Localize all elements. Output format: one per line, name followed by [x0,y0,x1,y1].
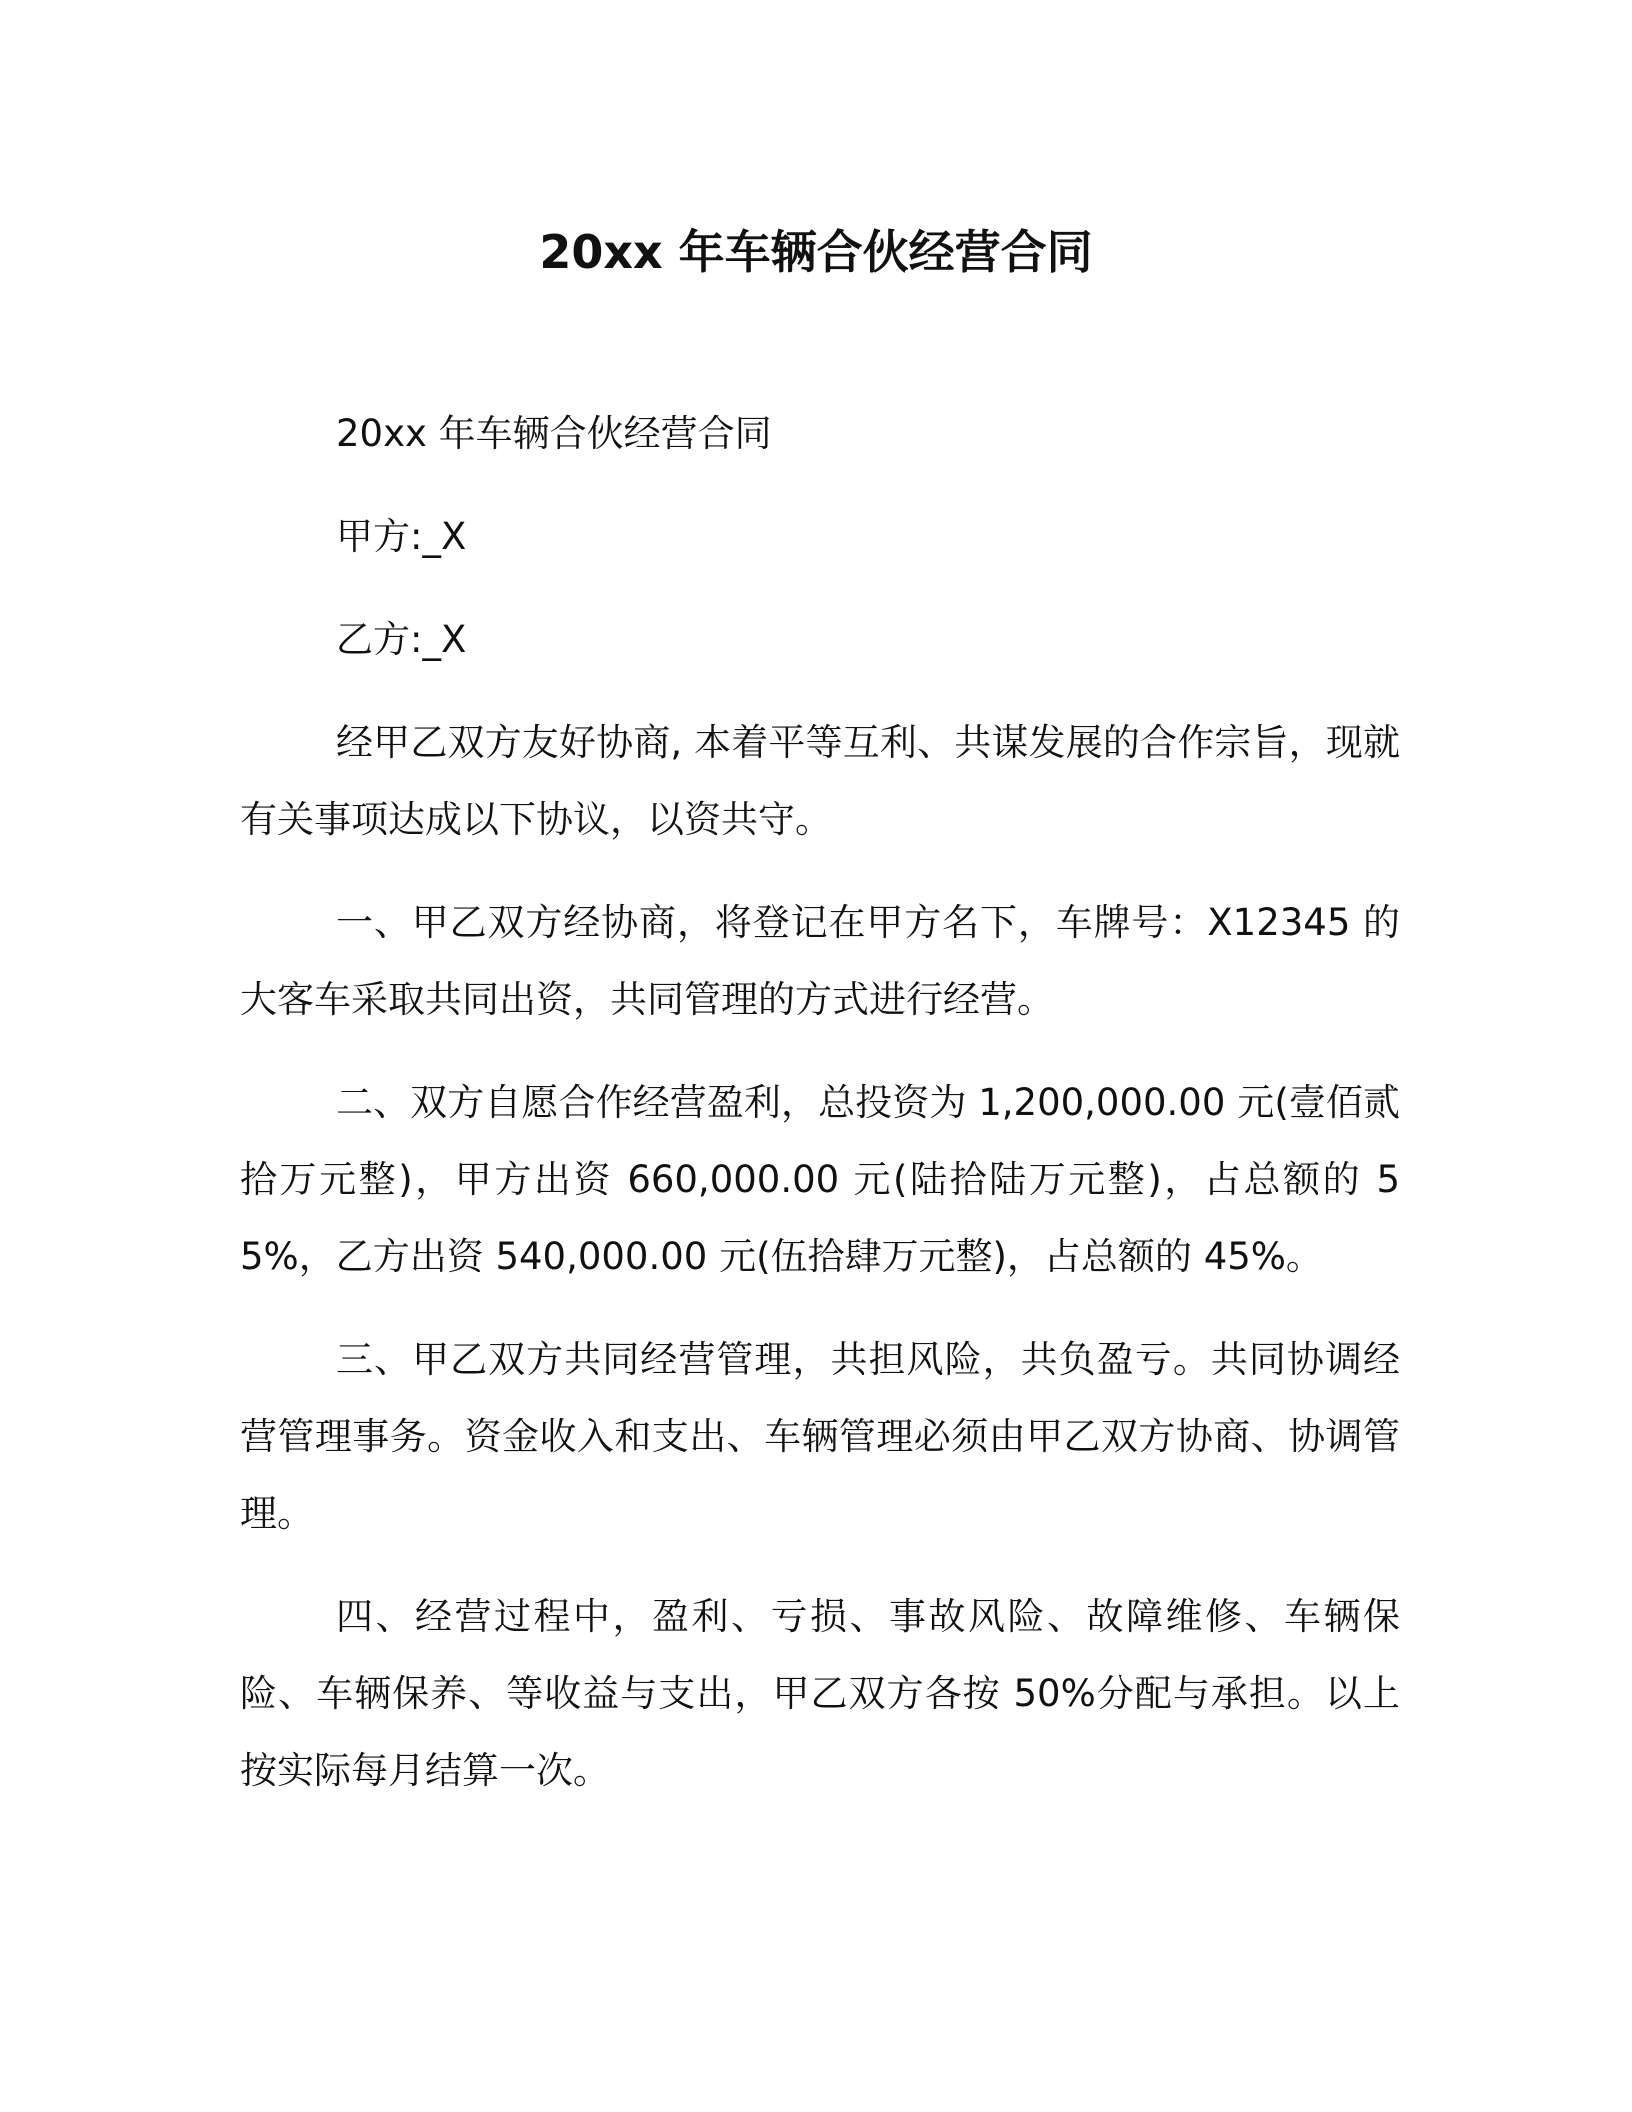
document-body [240,395,1400,1835]
preamble-paragraph: 经甲乙双方友好协商, 本着平等互利、共谋发展的合作宗旨，现就有关事项达成以下协议，以资共守。 [240,721,1400,841]
contract-subtitle: 20xx 年车辆合伙经营合同 [336,412,772,455]
clause-1-paragraph: 一、甲乙双方经协商，将登记在甲方名下，车牌号：X12345 的大客车采取共同出资，共同管理的方式进行经营。 [240,901,1400,1021]
document-title: 20xx 年车辆合伙经营合同 [539,225,1093,279]
clause-4-paragraph: 四、经营过程中，盈利、亏损、事故风险、故障维修、车辆保险、车辆保养、等收益与支出，甲乙双方各按 50%分配与承担。以上按实际每月结算一次。 [240,1595,1400,1792]
party-b-line: 乙方:_X [336,618,467,661]
clause-3-paragraph: 三、甲乙双方共同经营管理，共担风险，共负盈亏。共同协调经营管理事务。资金收入和支出、车辆管理必须由甲乙双方协商、协调管理。 [240,1338,1400,1535]
clause-2-paragraph: 二、双方自愿合作经营盈利，总投资为 1,200,000.00 元(壹佰贰拾万元整)，甲方出资 660,000.00 元(陆拾陆万元整)，占总额的 55%，乙方出资 540,000.00 元(伍拾肆万元整)，占总额的 45%。 [240,1081,1400,1278]
party-a-line: 甲方:_X [336,515,467,558]
